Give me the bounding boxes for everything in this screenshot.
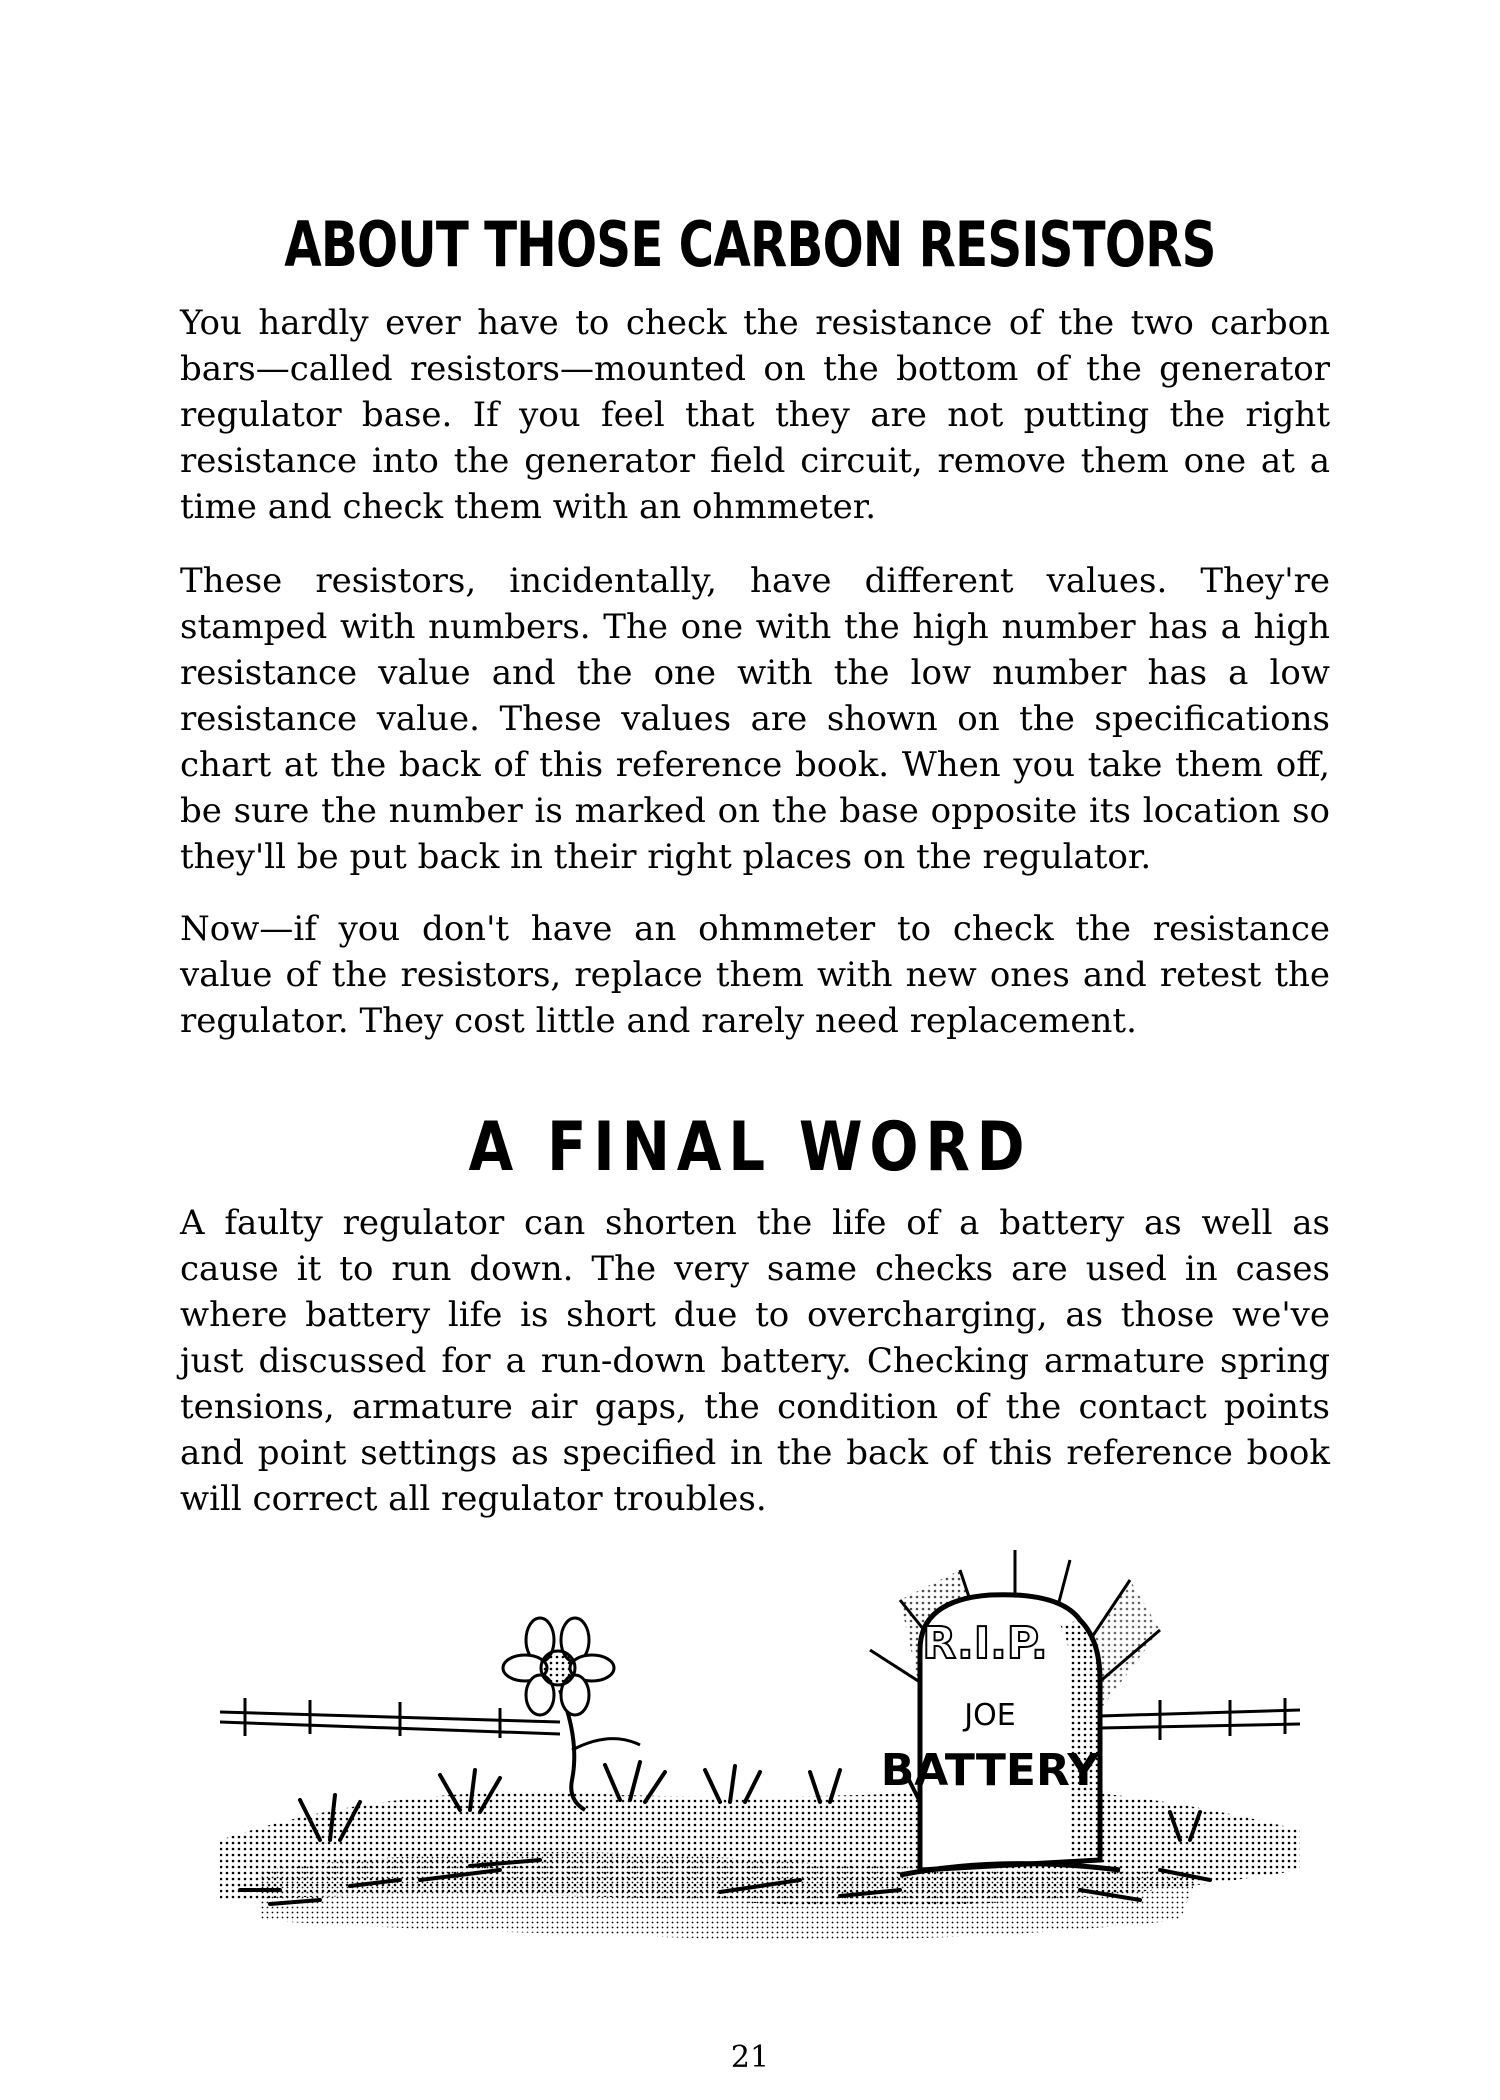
fence-left <box>220 1698 560 1738</box>
tombstone-rip: R.I.P. <box>922 1618 1048 1669</box>
page-number: 21 <box>730 2040 770 2075</box>
paragraph-resistor-values: These resistors, incidentally, have different values. They're stamped with numbers. The one with the high number has a high resistance value and the one with the low number has a low resistance value. These values are shown on the specifications chart at the back of this reference book. When you take them off, be sure the number is marked on the base opposite its location so they'll be put back in their right places on the regulator. <box>180 561 1330 877</box>
paragraph-ohmmeter: Now—if you don't have an ohmmeter to check the resistance value of the resistors, replace them with new ones and retest the regulator. They cost little and rarely need replacement. <box>180 909 1330 1041</box>
tombstone-illustration <box>200 1540 1320 1960</box>
tombstone-name-last: BATTERY <box>880 1745 1100 1796</box>
daisy-flower <box>503 1618 640 1810</box>
fence-right <box>1100 1698 1300 1740</box>
section-heading-carbon-resistors: ABOUT THOSE CARBON RESISTORS <box>284 208 1216 281</box>
section-heading-final-word: A FINAL WORD <box>468 1108 1032 1187</box>
tombstone-name-first: JOE <box>964 1698 1016 1733</box>
paragraph-faulty-regulator: A faulty regulator can shorten the life of a battery as well as cause it to run down. The very same checks are used in cases where battery life is short due to overcharging, as those we've just discussed for a run-down battery. Checking armature spring tensions, armature air gaps, the condition of the contact points and point settings as specified in the back of this reference book will correct all regulator troubles. <box>180 1203 1330 1519</box>
paragraph-resistors-check: You hardly ever have to check the resistance of the two carbon bars—called resistors—mounted on the bottom of the generator regulator base. If you feel that they are not putting the right resistance into the generator field circuit, remove them one at a time and check them with an ohmmeter. <box>180 303 1330 527</box>
